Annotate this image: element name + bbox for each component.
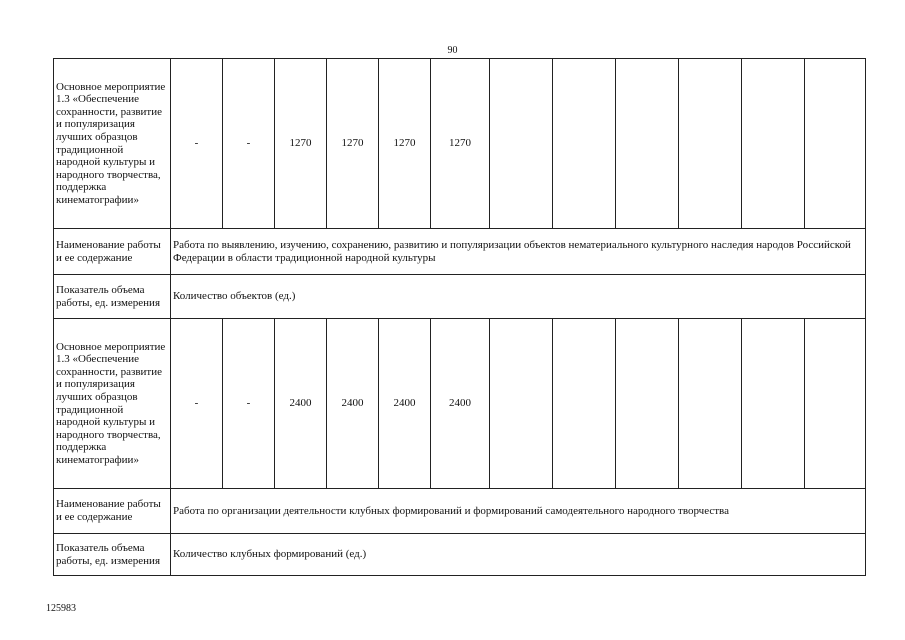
work-name-label-cell: Наименование работы и ее содержание <box>54 489 171 534</box>
value-cell <box>805 319 866 489</box>
value-cell <box>805 59 866 229</box>
value-cell <box>553 319 616 489</box>
value-cell <box>742 59 805 229</box>
value-cell: - <box>171 59 223 229</box>
value-cell <box>679 319 742 489</box>
value-cell: 1270 <box>327 59 379 229</box>
value-cell: 2400 <box>275 319 327 489</box>
value-cell <box>616 319 679 489</box>
value-cell: - <box>223 319 275 489</box>
indicator-label-cell: Показатель объема работы, ед. измерения <box>54 534 171 576</box>
value-cell: - <box>171 319 223 489</box>
value-cell <box>553 59 616 229</box>
indicator-value-cell: Количество объектов (ед.) <box>171 275 866 319</box>
value-cell: - <box>223 59 275 229</box>
work-name-row <box>54 229 866 275</box>
value-cell <box>490 319 553 489</box>
indicator-value-cell: Количество клубных формирований (ед.) <box>171 534 866 576</box>
value-cell <box>616 59 679 229</box>
work-name-value-cell: Работа по выявлению, изучению, сохранению, развитию и популяризации объектов нематериального культурного наследия народов Российской Федерации в области традиционной народной культуры <box>171 229 866 275</box>
value-cell: 1270 <box>431 59 490 229</box>
page-number: 90 <box>447 45 458 56</box>
work-name-label-cell: Наименование работы и ее содержание <box>54 229 171 275</box>
value-cell <box>490 59 553 229</box>
value-cell <box>742 319 805 489</box>
value-cell: 2400 <box>327 319 379 489</box>
value-cell: 2400 <box>379 319 431 489</box>
value-cell: 1270 <box>275 59 327 229</box>
activity-row <box>54 319 866 489</box>
activity-row <box>54 59 866 229</box>
indicator-row <box>54 275 866 319</box>
indicator-row <box>54 534 866 576</box>
indicator-label-cell: Показатель объема работы, ед. измерения <box>54 275 171 319</box>
value-cell: 1270 <box>379 59 431 229</box>
budget-activities-table <box>53 58 866 576</box>
value-cell: 2400 <box>431 319 490 489</box>
value-cell <box>679 59 742 229</box>
work-name-value-cell: Работа по организации деятельности клубных формирований и формирований самодеятельного народного творчества <box>171 489 866 534</box>
activity-label-cell: Основное мероприятие 1.3 «Обеспечение сохранности, развитие и популяризация лучших образцов традиционной народной культуры и народного творчества, поддержка кинематографии» <box>54 59 171 229</box>
document-code: 125983 <box>46 603 76 614</box>
activity-label-cell: Основное мероприятие 1.3 «Обеспечение сохранности, развитие и популяризация лучших образцов традиционной народной культуры и народного творчества, поддержка кинематографии» <box>54 319 171 489</box>
work-name-row <box>54 489 866 534</box>
